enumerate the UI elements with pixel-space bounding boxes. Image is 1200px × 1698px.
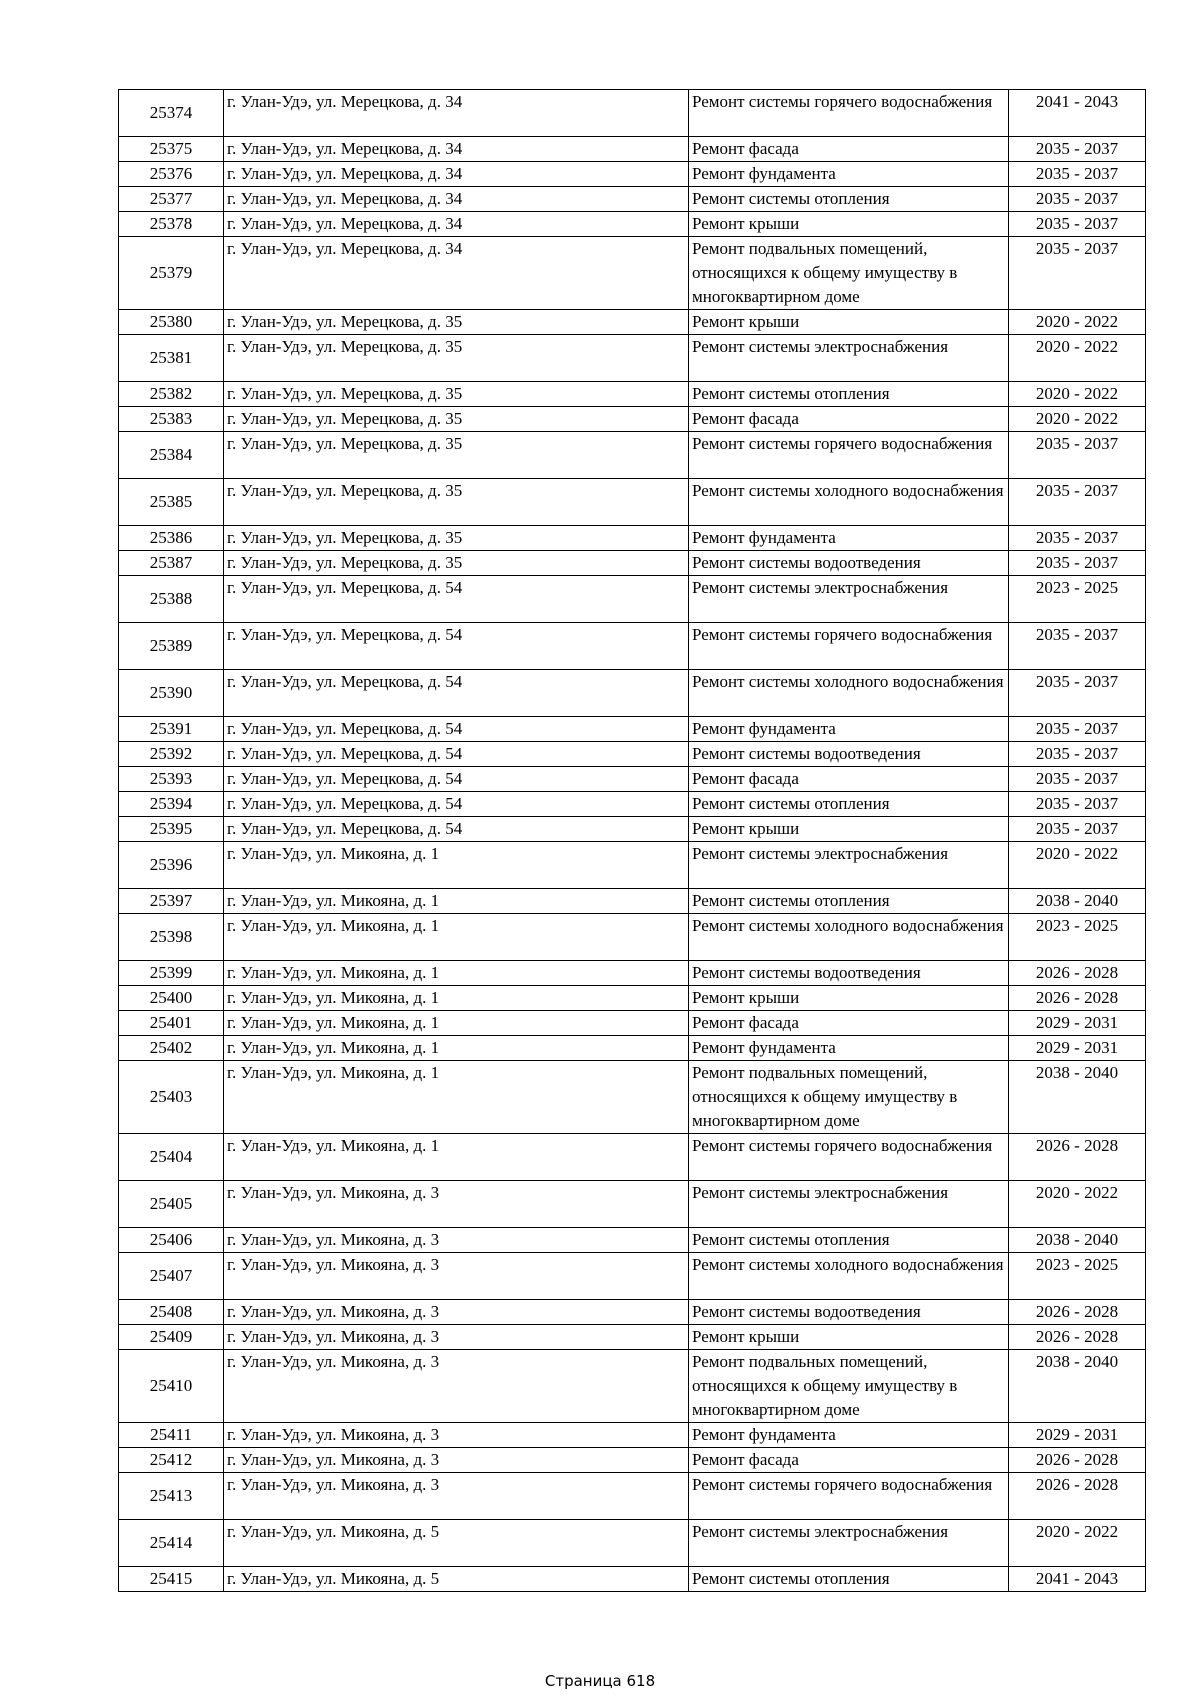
row-number-cell: 25411 bbox=[119, 1423, 224, 1448]
address-cell: г. Улан-Удэ, ул. Мерецкова, д. 35 bbox=[224, 335, 689, 382]
address-cell: г. Улан-Удэ, ул. Микояна, д. 3 bbox=[224, 1325, 689, 1350]
period-cell: 2038 - 2040 bbox=[1009, 1228, 1146, 1253]
work-type-cell: Ремонт крыши bbox=[689, 817, 1009, 842]
address-cell: г. Улан-Удэ, ул. Мерецкова, д. 54 bbox=[224, 623, 689, 670]
work-type-cell: Ремонт фундамента bbox=[689, 1423, 1009, 1448]
table-row bbox=[119, 1325, 1146, 1350]
row-number-cell: 25396 bbox=[119, 842, 224, 889]
table-row bbox=[119, 1300, 1146, 1325]
work-type-cell: Ремонт системы горячего водоснабжения bbox=[689, 432, 1009, 479]
work-type-cell: Ремонт системы холодного водоснабжения bbox=[689, 670, 1009, 717]
address-cell: г. Улан-Удэ, ул. Мерецкова, д. 34 bbox=[224, 187, 689, 212]
table-row bbox=[119, 1567, 1146, 1592]
address-cell: г. Улан-Удэ, ул. Микояна, д. 3 bbox=[224, 1473, 689, 1520]
table-row bbox=[119, 407, 1146, 432]
row-number-cell: 25385 bbox=[119, 479, 224, 526]
address-cell: г. Улан-Удэ, ул. Мерецкова, д. 54 bbox=[224, 717, 689, 742]
row-number-cell: 25397 bbox=[119, 889, 224, 914]
row-number-cell: 25407 bbox=[119, 1253, 224, 1300]
work-type-cell: Ремонт системы водоотведения bbox=[689, 961, 1009, 986]
period-cell: 2035 - 2037 bbox=[1009, 526, 1146, 551]
table-row bbox=[119, 162, 1146, 187]
address-cell: г. Улан-Удэ, ул. Мерецкова, д. 35 bbox=[224, 407, 689, 432]
address-cell: г. Улан-Удэ, ул. Мерецкова, д. 35 bbox=[224, 432, 689, 479]
address-cell: г. Улан-Удэ, ул. Мерецкова, д. 35 bbox=[224, 382, 689, 407]
work-type-cell: Ремонт системы отопления bbox=[689, 187, 1009, 212]
row-number-cell: 25398 bbox=[119, 914, 224, 961]
address-cell: г. Улан-Удэ, ул. Микояна, д. 1 bbox=[224, 1036, 689, 1061]
address-cell: г. Улан-Удэ, ул. Микояна, д. 3 bbox=[224, 1350, 689, 1423]
address-cell: г. Улан-Удэ, ул. Микояна, д. 1 bbox=[224, 1011, 689, 1036]
address-cell: г. Улан-Удэ, ул. Микояна, д. 1 bbox=[224, 889, 689, 914]
address-cell: г. Улан-Удэ, ул. Микояна, д. 5 bbox=[224, 1520, 689, 1567]
table-row bbox=[119, 742, 1146, 767]
period-cell: 2035 - 2037 bbox=[1009, 479, 1146, 526]
address-cell: г. Улан-Удэ, ул. Мерецкова, д. 34 bbox=[224, 90, 689, 137]
period-cell: 2023 - 2025 bbox=[1009, 1253, 1146, 1300]
work-type-cell: Ремонт системы электроснабжения bbox=[689, 842, 1009, 889]
work-type-cell: Ремонт фундамента bbox=[689, 1036, 1009, 1061]
table-row bbox=[119, 1134, 1146, 1181]
period-cell: 2035 - 2037 bbox=[1009, 237, 1146, 310]
row-number-cell: 25384 bbox=[119, 432, 224, 479]
table-row bbox=[119, 1520, 1146, 1567]
row-number-cell: 25405 bbox=[119, 1181, 224, 1228]
period-cell: 2020 - 2022 bbox=[1009, 407, 1146, 432]
address-cell: г. Улан-Удэ, ул. Мерецкова, д. 35 bbox=[224, 526, 689, 551]
period-cell: 2020 - 2022 bbox=[1009, 335, 1146, 382]
table-row bbox=[119, 479, 1146, 526]
period-cell: 2026 - 2028 bbox=[1009, 1300, 1146, 1325]
period-cell: 2035 - 2037 bbox=[1009, 717, 1146, 742]
table-row bbox=[119, 187, 1146, 212]
table-row bbox=[119, 382, 1146, 407]
table-row bbox=[119, 237, 1146, 310]
work-type-cell: Ремонт системы холодного водоснабжения bbox=[689, 479, 1009, 526]
work-type-cell: Ремонт системы электроснабжения bbox=[689, 335, 1009, 382]
period-cell: 2035 - 2037 bbox=[1009, 742, 1146, 767]
period-cell: 2026 - 2028 bbox=[1009, 1134, 1146, 1181]
row-number-cell: 25391 bbox=[119, 717, 224, 742]
row-number-cell: 25383 bbox=[119, 407, 224, 432]
work-type-cell: Ремонт системы холодного водоснабжения bbox=[689, 914, 1009, 961]
period-cell: 2029 - 2031 bbox=[1009, 1011, 1146, 1036]
work-type-cell: Ремонт фундамента bbox=[689, 162, 1009, 187]
row-number-cell: 25386 bbox=[119, 526, 224, 551]
work-type-cell: Ремонт системы электроснабжения bbox=[689, 1520, 1009, 1567]
work-type-cell: Ремонт крыши bbox=[689, 310, 1009, 335]
address-cell: г. Улан-Удэ, ул. Микояна, д. 3 bbox=[224, 1181, 689, 1228]
work-type-cell: Ремонт фасада bbox=[689, 407, 1009, 432]
work-type-cell: Ремонт фасада bbox=[689, 1011, 1009, 1036]
row-number-cell: 25414 bbox=[119, 1520, 224, 1567]
address-cell: г. Улан-Удэ, ул. Мерецкова, д. 34 bbox=[224, 137, 689, 162]
table-row bbox=[119, 526, 1146, 551]
work-type-cell: Ремонт системы горячего водоснабжения bbox=[689, 90, 1009, 137]
address-cell: г. Улан-Удэ, ул. Микояна, д. 5 bbox=[224, 1567, 689, 1592]
work-type-cell: Ремонт системы электроснабжения bbox=[689, 1181, 1009, 1228]
row-number-cell: 25404 bbox=[119, 1134, 224, 1181]
work-type-cell: Ремонт фасада bbox=[689, 767, 1009, 792]
table-row bbox=[119, 1473, 1146, 1520]
table-row bbox=[119, 914, 1146, 961]
page-footer bbox=[0, 1672, 1200, 1690]
period-cell: 2026 - 2028 bbox=[1009, 1448, 1146, 1473]
table-row bbox=[119, 1036, 1146, 1061]
address-cell: г. Улан-Удэ, ул. Микояна, д. 3 bbox=[224, 1228, 689, 1253]
address-cell: г. Улан-Удэ, ул. Мерецкова, д. 35 bbox=[224, 551, 689, 576]
period-cell: 2029 - 2031 bbox=[1009, 1036, 1146, 1061]
period-cell: 2038 - 2040 bbox=[1009, 889, 1146, 914]
row-number-cell: 25377 bbox=[119, 187, 224, 212]
table-row bbox=[119, 137, 1146, 162]
period-cell: 2023 - 2025 bbox=[1009, 914, 1146, 961]
row-number-cell: 25374 bbox=[119, 90, 224, 137]
work-type-cell: Ремонт крыши bbox=[689, 212, 1009, 237]
row-number-cell: 25401 bbox=[119, 1011, 224, 1036]
table-row bbox=[119, 1061, 1146, 1134]
work-type-cell: Ремонт системы отопления bbox=[689, 792, 1009, 817]
table-row bbox=[119, 792, 1146, 817]
period-cell: 2035 - 2037 bbox=[1009, 817, 1146, 842]
period-cell: 2035 - 2037 bbox=[1009, 767, 1146, 792]
period-cell: 2029 - 2031 bbox=[1009, 1423, 1146, 1448]
address-cell: г. Улан-Удэ, ул. Микояна, д. 3 bbox=[224, 1300, 689, 1325]
row-number-cell: 25400 bbox=[119, 986, 224, 1011]
work-type-cell: Ремонт системы горячего водоснабжения bbox=[689, 1134, 1009, 1181]
row-number-cell: 25395 bbox=[119, 817, 224, 842]
work-type-cell: Ремонт системы отопления bbox=[689, 1228, 1009, 1253]
row-number-cell: 25409 bbox=[119, 1325, 224, 1350]
row-number-cell: 25410 bbox=[119, 1350, 224, 1423]
row-number-cell: 25412 bbox=[119, 1448, 224, 1473]
row-number-cell: 25380 bbox=[119, 310, 224, 335]
table-row bbox=[119, 1448, 1146, 1473]
address-cell: г. Улан-Удэ, ул. Микояна, д. 1 bbox=[224, 914, 689, 961]
table-row bbox=[119, 1350, 1146, 1423]
row-number-cell: 25376 bbox=[119, 162, 224, 187]
period-cell: 2041 - 2043 bbox=[1009, 90, 1146, 137]
work-type-cell: Ремонт подвальных помещений, относящихся к общему имуществу в многоквартирном доме bbox=[689, 237, 1009, 310]
table-row bbox=[119, 670, 1146, 717]
period-cell: 2035 - 2037 bbox=[1009, 670, 1146, 717]
table-row bbox=[119, 551, 1146, 576]
work-type-cell: Ремонт фасада bbox=[689, 1448, 1009, 1473]
table-row bbox=[119, 623, 1146, 670]
period-cell: 2035 - 2037 bbox=[1009, 187, 1146, 212]
address-cell: г. Улан-Удэ, ул. Мерецкова, д. 54 bbox=[224, 742, 689, 767]
row-number-cell: 25381 bbox=[119, 335, 224, 382]
table-row bbox=[119, 1011, 1146, 1036]
work-type-cell: Ремонт системы горячего водоснабжения bbox=[689, 1473, 1009, 1520]
work-type-cell: Ремонт системы водоотведения bbox=[689, 1300, 1009, 1325]
address-cell: г. Улан-Удэ, ул. Мерецкова, д. 54 bbox=[224, 767, 689, 792]
table-row bbox=[119, 335, 1146, 382]
table-row bbox=[119, 1181, 1146, 1228]
row-number-cell: 25402 bbox=[119, 1036, 224, 1061]
address-cell: г. Улан-Удэ, ул. Микояна, д. 1 bbox=[224, 1061, 689, 1134]
table-row bbox=[119, 310, 1146, 335]
address-cell: г. Улан-Удэ, ул. Микояна, д. 1 bbox=[224, 842, 689, 889]
period-cell: 2020 - 2022 bbox=[1009, 382, 1146, 407]
address-cell: г. Улан-Удэ, ул. Микояна, д. 1 bbox=[224, 961, 689, 986]
row-number-cell: 25378 bbox=[119, 212, 224, 237]
work-type-cell: Ремонт подвальных помещений, относящихся к общему имуществу в многоквартирном доме bbox=[689, 1061, 1009, 1134]
capital-repair-table bbox=[118, 89, 1146, 1592]
period-cell: 2035 - 2037 bbox=[1009, 432, 1146, 479]
period-cell: 2026 - 2028 bbox=[1009, 961, 1146, 986]
address-cell: г. Улан-Удэ, ул. Мерецкова, д. 54 bbox=[224, 670, 689, 717]
row-number-cell: 25392 bbox=[119, 742, 224, 767]
work-type-cell: Ремонт системы отопления bbox=[689, 889, 1009, 914]
row-number-cell: 25403 bbox=[119, 1061, 224, 1134]
work-type-cell: Ремонт крыши bbox=[689, 986, 1009, 1011]
address-cell: г. Улан-Удэ, ул. Микояна, д. 1 bbox=[224, 1134, 689, 1181]
row-number-cell: 25390 bbox=[119, 670, 224, 717]
row-number-cell: 25379 bbox=[119, 237, 224, 310]
period-cell: 2023 - 2025 bbox=[1009, 576, 1146, 623]
work-type-cell: Ремонт системы водоотведения bbox=[689, 551, 1009, 576]
work-type-cell: Ремонт фундамента bbox=[689, 717, 1009, 742]
row-number-cell: 25382 bbox=[119, 382, 224, 407]
period-cell: 2035 - 2037 bbox=[1009, 792, 1146, 817]
table-row bbox=[119, 717, 1146, 742]
address-cell: г. Улан-Удэ, ул. Мерецкова, д. 34 bbox=[224, 212, 689, 237]
work-type-cell: Ремонт системы холодного водоснабжения bbox=[689, 1253, 1009, 1300]
row-number-cell: 25413 bbox=[119, 1473, 224, 1520]
work-type-cell: Ремонт системы горячего водоснабжения bbox=[689, 623, 1009, 670]
period-cell: 2038 - 2040 bbox=[1009, 1061, 1146, 1134]
period-cell: 2035 - 2037 bbox=[1009, 212, 1146, 237]
period-cell: 2035 - 2037 bbox=[1009, 551, 1146, 576]
table-row bbox=[119, 1423, 1146, 1448]
address-cell: г. Улан-Удэ, ул. Мерецкова, д. 34 bbox=[224, 162, 689, 187]
table-row bbox=[119, 842, 1146, 889]
period-cell: 2026 - 2028 bbox=[1009, 986, 1146, 1011]
address-cell: г. Улан-Удэ, ул. Мерецкова, д. 35 bbox=[224, 310, 689, 335]
row-number-cell: 25415 bbox=[119, 1567, 224, 1592]
work-type-cell: Ремонт подвальных помещений, относящихся к общему имуществу в многоквартирном доме bbox=[689, 1350, 1009, 1423]
period-cell: 2035 - 2037 bbox=[1009, 162, 1146, 187]
table-row bbox=[119, 986, 1146, 1011]
table-row bbox=[119, 817, 1146, 842]
period-cell: 2020 - 2022 bbox=[1009, 1520, 1146, 1567]
period-cell: 2041 - 2043 bbox=[1009, 1567, 1146, 1592]
work-type-cell: Ремонт крыши bbox=[689, 1325, 1009, 1350]
row-number-cell: 25389 bbox=[119, 623, 224, 670]
table-row bbox=[119, 1253, 1146, 1300]
address-cell: г. Улан-Удэ, ул. Микояна, д. 3 bbox=[224, 1253, 689, 1300]
work-type-cell: Ремонт фасада bbox=[689, 137, 1009, 162]
period-cell: 2020 - 2022 bbox=[1009, 1181, 1146, 1228]
work-type-cell: Ремонт системы отопления bbox=[689, 1567, 1009, 1592]
row-number-cell: 25406 bbox=[119, 1228, 224, 1253]
work-type-cell: Ремонт системы отопления bbox=[689, 382, 1009, 407]
address-cell: г. Улан-Удэ, ул. Мерецкова, д. 35 bbox=[224, 479, 689, 526]
table-row bbox=[119, 432, 1146, 479]
address-cell: г. Улан-Удэ, ул. Микояна, д. 3 bbox=[224, 1448, 689, 1473]
row-number-cell: 25388 bbox=[119, 576, 224, 623]
period-cell: 2035 - 2037 bbox=[1009, 623, 1146, 670]
period-cell: 2035 - 2037 bbox=[1009, 137, 1146, 162]
table-row bbox=[119, 889, 1146, 914]
address-cell: г. Улан-Удэ, ул. Микояна, д. 3 bbox=[224, 1423, 689, 1448]
row-number-cell: 25399 bbox=[119, 961, 224, 986]
table-row bbox=[119, 767, 1146, 792]
period-cell: 2038 - 2040 bbox=[1009, 1350, 1146, 1423]
row-number-cell: 25375 bbox=[119, 137, 224, 162]
address-cell: г. Улан-Удэ, ул. Микояна, д. 1 bbox=[224, 986, 689, 1011]
period-cell: 2020 - 2022 bbox=[1009, 310, 1146, 335]
table-row bbox=[119, 1228, 1146, 1253]
address-cell: г. Улан-Удэ, ул. Мерецкова, д. 54 bbox=[224, 817, 689, 842]
period-cell: 2020 - 2022 bbox=[1009, 842, 1146, 889]
row-number-cell: 25394 bbox=[119, 792, 224, 817]
row-number-cell: 25387 bbox=[119, 551, 224, 576]
table-row bbox=[119, 576, 1146, 623]
row-number-cell: 25408 bbox=[119, 1300, 224, 1325]
table-row bbox=[119, 212, 1146, 237]
work-type-cell: Ремонт фундамента bbox=[689, 526, 1009, 551]
period-cell: 2026 - 2028 bbox=[1009, 1473, 1146, 1520]
address-cell: г. Улан-Удэ, ул. Мерецкова, д. 54 bbox=[224, 576, 689, 623]
row-number-cell: 25393 bbox=[119, 767, 224, 792]
address-cell: г. Улан-Удэ, ул. Мерецкова, д. 54 bbox=[224, 792, 689, 817]
table-row bbox=[119, 961, 1146, 986]
table-row bbox=[119, 90, 1146, 137]
work-type-cell: Ремонт системы водоотведения bbox=[689, 742, 1009, 767]
period-cell: 2026 - 2028 bbox=[1009, 1325, 1146, 1350]
work-type-cell: Ремонт системы электроснабжения bbox=[689, 576, 1009, 623]
page-number: Страница 618 bbox=[544, 1672, 656, 1690]
table-body bbox=[119, 90, 1146, 1592]
address-cell: г. Улан-Удэ, ул. Мерецкова, д. 34 bbox=[224, 237, 689, 310]
